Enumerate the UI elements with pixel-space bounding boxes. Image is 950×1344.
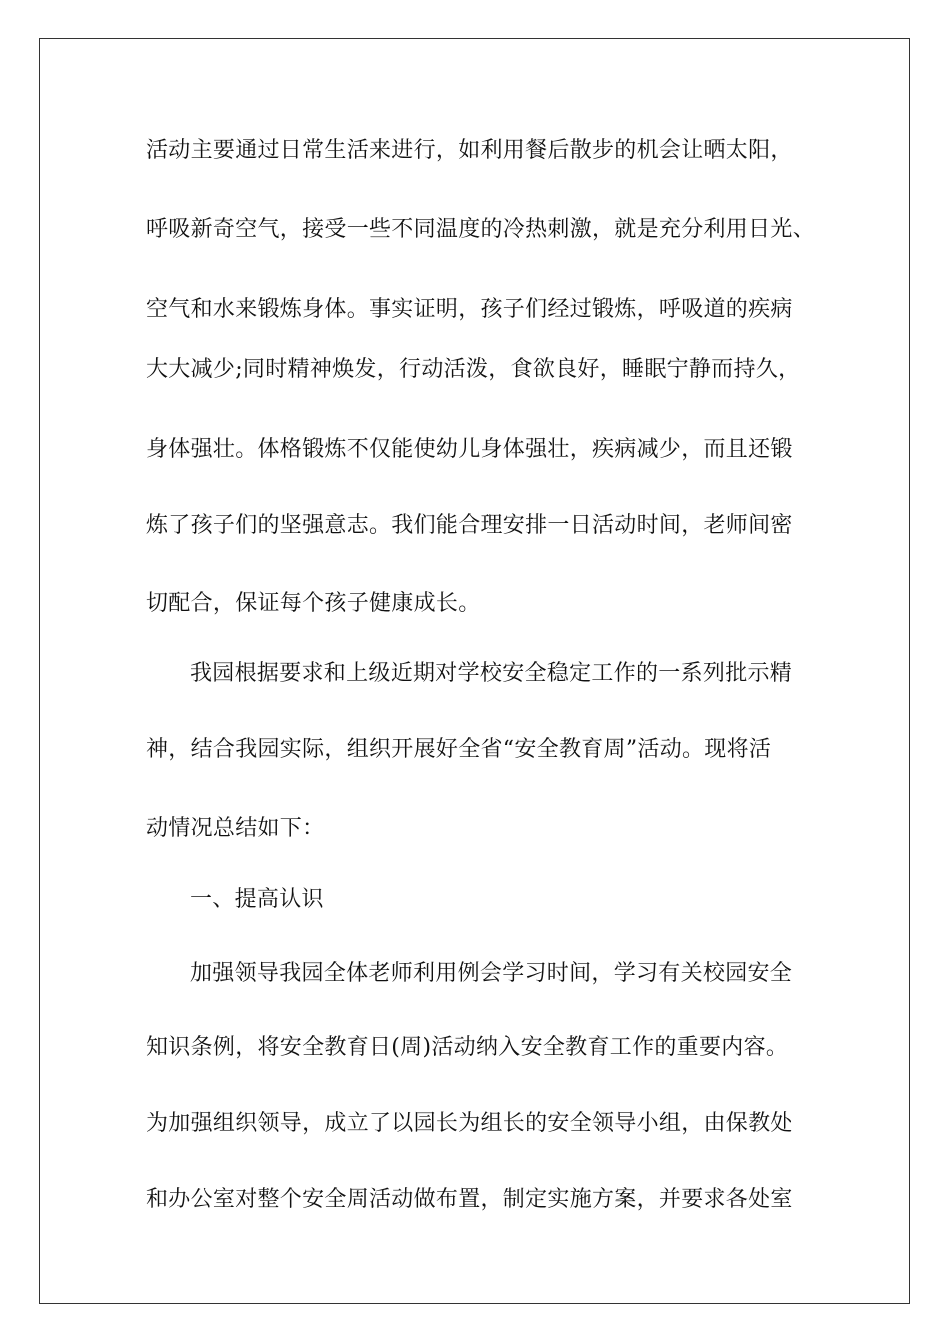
- body-text-line: 身体强壮。体格锻炼不仅能使幼儿身体强壮，疾病减少，而且还锻: [146, 437, 793, 462]
- paragraph-start-line: 我园根据要求和上级近期对学校安全稳定工作的一系列批示精: [190, 661, 793, 686]
- body-text-line: 为加强组织领导，成立了以园长为组长的安全领导小组，由保教处: [146, 1111, 793, 1136]
- body-text-line: 知识条例，将安全教育日(周)活动纳入安全教育工作的重要内容。: [146, 1035, 789, 1060]
- section-heading: 一、提高认识: [190, 887, 324, 912]
- body-text-line: 活动主要通过日常生活来进行，如利用餐后散步的机会让晒太阳，: [146, 138, 793, 163]
- body-text-line: 呼吸新奇空气，接受一些不同温度的冷热刺激，就是充分利用日光、: [146, 217, 816, 242]
- body-text-line: 切配合，保证每个孩子健康成长。: [146, 591, 481, 616]
- body-text-line: 大大减少;同时精神焕发，行动活泼，食欲良好，睡眠宁静而持久，: [146, 357, 801, 382]
- body-text-line: 空气和水来锻炼身体。事实证明，孩子们经过锻炼，呼吸道的疾病: [146, 297, 793, 322]
- body-text-line: 炼了孩子们的坚强意志。我们能合理安排一日活动时间，老师间密: [146, 513, 793, 538]
- body-text-line: 动情况总结如下：: [146, 816, 325, 841]
- body-text-line: 和办公室对整个安全周活动做布置，制定实施方案，并要求各处室: [146, 1187, 793, 1212]
- paragraph-start-line: 加强领导我园全体老师利用例会学习时间，学习有关校园安全: [190, 961, 793, 986]
- body-text-line: 神，结合我园实际，组织开展好全省“安全教育周”活动。现将活: [146, 737, 772, 762]
